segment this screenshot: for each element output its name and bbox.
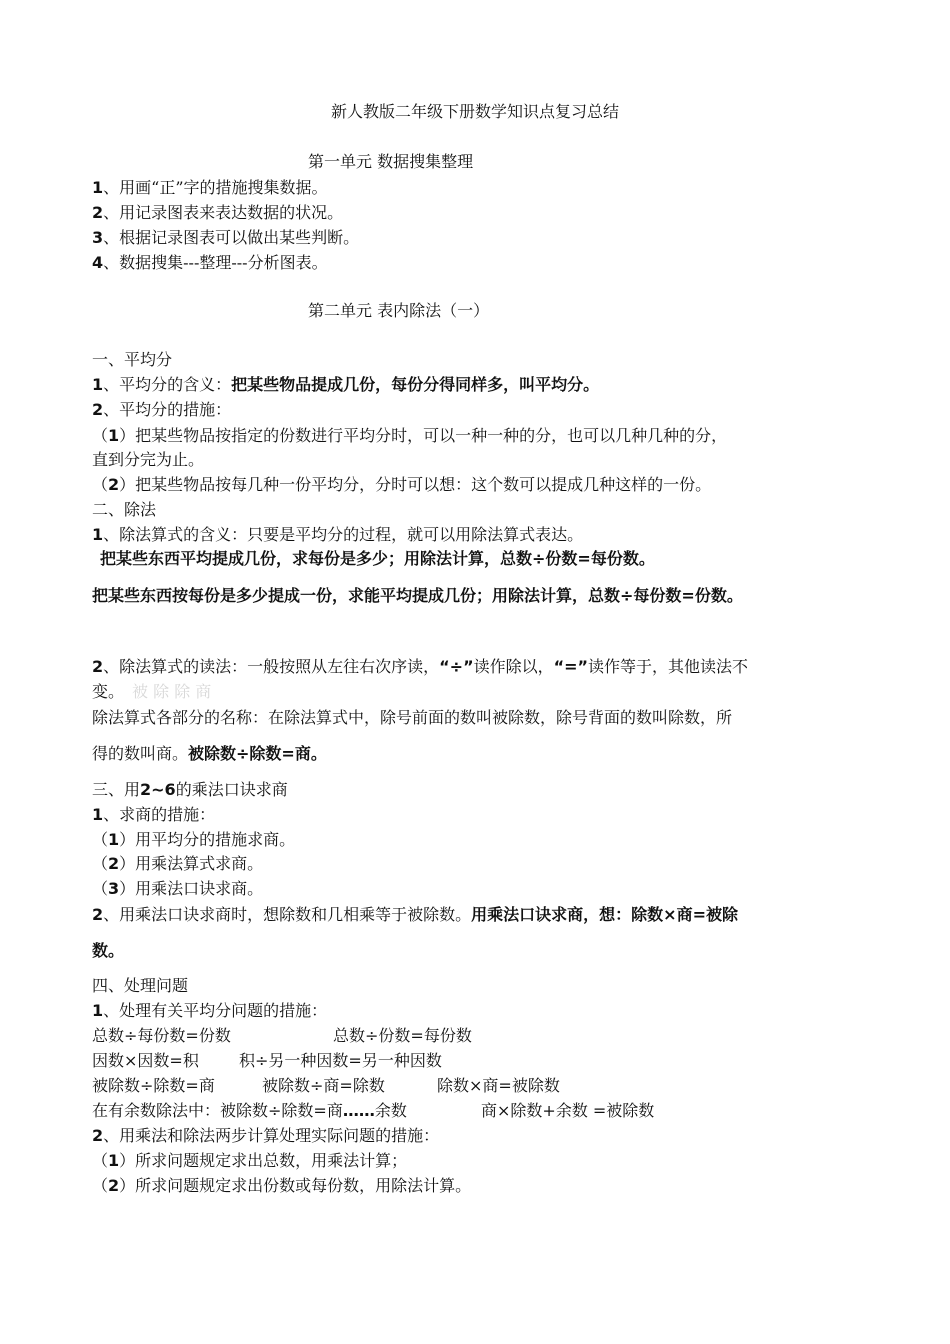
two-step-method-line: 2、用乘法和除法两步计算处理实际问题的措施： (92, 1126, 440, 1145)
average-method-1-cont: 直到分完为止。 (92, 450, 205, 469)
two-step-method-2: （2）所求问题规定求出份数或每份数，用除法计算。 (92, 1176, 472, 1195)
division-names-cont: 得的数叫商。被除数÷除数=商。 (92, 744, 327, 763)
average-method-line: 2、平均分的措施： (92, 400, 232, 419)
division-rule-2: 把某些东西按每份是多少提成一份，求能平均提成几份；用除法计算，总数÷每份数=份数。 (92, 586, 743, 605)
quotient-rule-cont: 数。 (92, 941, 125, 960)
formula-row-3b: 被除数÷商=除数 (262, 1076, 385, 1095)
section-heading-multiplication: 三、用2~6的乘法口诀求商 (92, 780, 288, 799)
quotient-method-3: （3）用乘法口诀求商。 (92, 879, 264, 898)
unit1-item-2: 2、用记录图表来表达数据的状况。 (92, 203, 344, 222)
section-heading-division: 二、除法 (92, 500, 157, 519)
quotient-rule-line: 2、用乘法口诀求商时，想除数和几相乘等于被除数。用乘法口诀求商，想：除数×商=被除 (92, 905, 738, 924)
formula-row-3: 被除数÷除数=商 (92, 1076, 215, 1095)
problems-method-line: 1、处理有关平均分问题的措施： (92, 1001, 328, 1020)
formula-row-2: 因数×因数=积 (92, 1051, 199, 1070)
formula-row-3c: 除数×商=被除数 (437, 1076, 560, 1095)
unit1-heading: 第一单元 数据搜集整理 (308, 152, 474, 171)
formula-row-4: 在有余数除法中：被除数÷除数=商……余数 (92, 1101, 407, 1120)
formula-row-2b: 积÷另一种因数=另一种因数 (239, 1051, 442, 1070)
division-rule-1: 把某些东西平均提成几份，求每份是多少；用除法计算，总数÷份数=每份数。 (100, 549, 655, 568)
unit1-item-4: 4、数据搜集---整理---分析图表。 (92, 253, 328, 272)
division-reading-cont: 变。 被 除 除 商 (92, 682, 212, 701)
average-method-2: （2）把某些物品按每几种一份平均分，分时可以想：这个数可以提成几种这样的一份。 (92, 475, 712, 494)
unit1-item-1: 1、用画“正”字的措施搜集数据。 (92, 178, 328, 197)
division-reading-line: 2、除法算式的读法：一般按照从左往右次序读，“÷”读作除以，“=”读作等于，其他读法不 (92, 657, 749, 676)
two-step-method-1: （1）所求问题规定求出总数，用乘法计算； (92, 1151, 408, 1170)
document-title: 新人教版二年级下册数学知识点复习总结 (330, 102, 619, 121)
quotient-method-1: （1）用平均分的措施求商。 (92, 830, 296, 849)
quotient-method-2: （2）用乘法算式求商。 (92, 854, 264, 873)
division-names-line: 除法算式各部分的名称：在除法算式中，除号前面的数叫被除数，除号背面的数叫除数，所 (92, 708, 733, 727)
unit1-item-3: 3、根据记录图表可以做出某些判断。 (92, 228, 360, 247)
faint-watermark-text: 被 除 除 商 (132, 682, 212, 701)
quotient-method-line: 1、求商的措施： (92, 805, 216, 824)
average-meaning-line: 1、平均分的含义：把某些物品提成几份，每份分得同样多，叫平均分。 (92, 375, 600, 394)
average-method-1: （1）把某些物品按指定的份数进行平均分时，可以一种一种的分，也可以几种几种的分， (92, 426, 728, 445)
division-meaning-line: 1、除法算式的含义：只要是平均分的过程，就可以用除法算式表达。 (92, 525, 584, 544)
formula-row-1: 总数÷每份数=份数 (92, 1026, 231, 1045)
formula-row-1b: 总数÷份数=每份数 (333, 1026, 472, 1045)
section-heading-average: 一、平均分 (92, 350, 173, 369)
unit2-heading: 第二单元 表内除法（一） (308, 301, 490, 320)
formula-row-4b: 商×除数+余数 =被除数 (481, 1101, 655, 1120)
section-heading-problems: 四、处理问题 (92, 976, 189, 995)
